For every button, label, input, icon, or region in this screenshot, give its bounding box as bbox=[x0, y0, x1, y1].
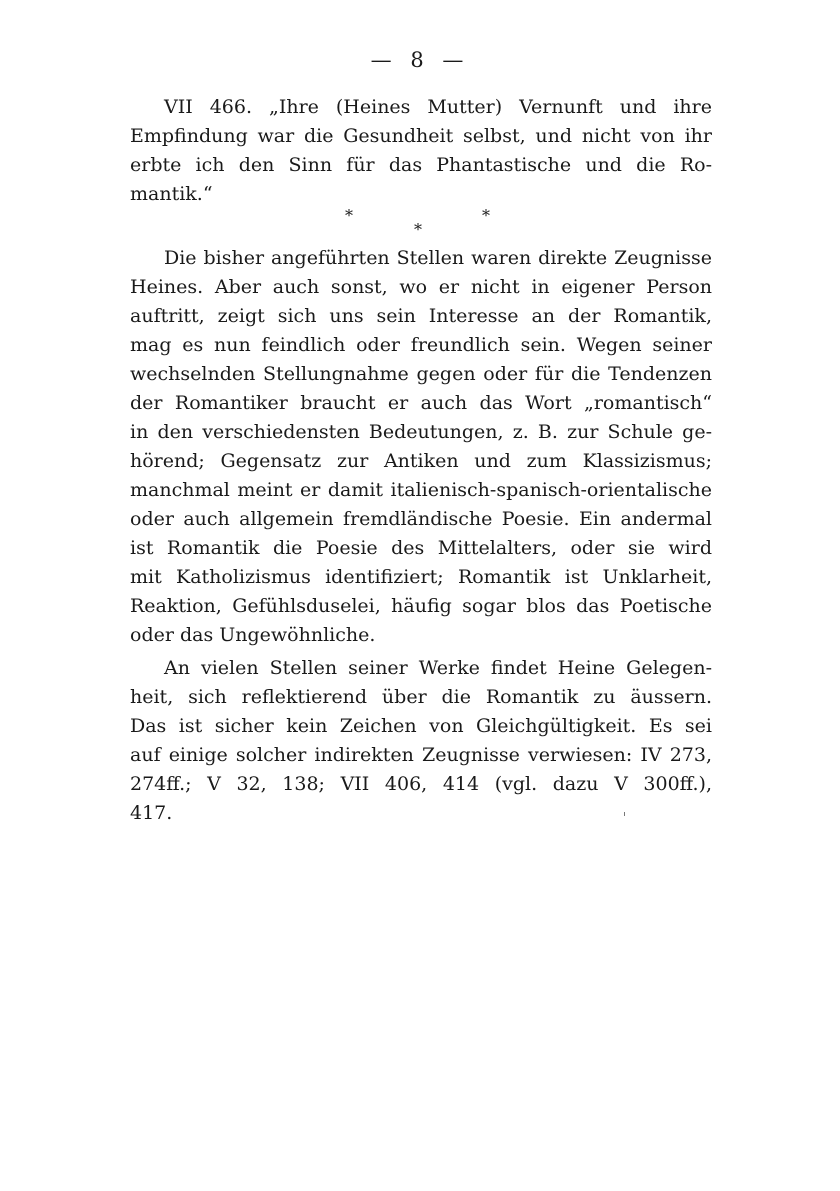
paragraph-indirect-testimonies bbox=[130, 654, 712, 828]
asterisk-ornament: * bbox=[414, 220, 422, 239]
text-line: oder auch allgemein fremdländische Poesie. Ein andermal bbox=[130, 508, 712, 530]
text-line: der Romantiker braucht er auch das Wort „romantisch“ bbox=[130, 392, 712, 414]
text-line: mantik.“ bbox=[130, 183, 213, 205]
text-line: wechselnden Stellungnahme gegen oder für die Tendenzen bbox=[130, 363, 712, 385]
text-line: Reaktion, Gefühlsduselei, häufig sogar blos das Poetische bbox=[130, 595, 712, 617]
paragraph-direct-testimonies bbox=[130, 244, 712, 650]
page-number: — 8 — bbox=[370, 48, 470, 72]
text-line: auf einige solcher indirekten Zeugnisse verwiesen: IV 273, bbox=[130, 744, 712, 766]
asterisk-ornament: * bbox=[482, 206, 490, 225]
paragraph-quote bbox=[130, 93, 712, 209]
text-line: erbte ich den Sinn für das Phantastische und die Ro- bbox=[130, 154, 712, 176]
text-line: Das ist sicher kein Zeichen von Gleichgültigkeit. Es sei bbox=[130, 715, 712, 737]
text-line: Empfindung war die Gesundheit selbst, und nicht von ihr bbox=[130, 125, 712, 147]
text-line: manchmal meint er damit italienisch-spanisch-orientalische bbox=[130, 479, 712, 501]
text-line: VII 466. „Ihre (Heines Mutter) Vernunft und ihre bbox=[164, 96, 712, 118]
text-line: Die bisher angeführten Stellen waren direkte Zeugnisse bbox=[164, 247, 712, 269]
text-line: ist Romantik die Poesie des Mittelalters, oder sie wird bbox=[130, 537, 712, 559]
text-line: hörend; Gegensatz zur Antiken und zum Klassizismus; bbox=[130, 450, 712, 472]
asterisk-ornament: * bbox=[345, 206, 353, 225]
text-line: 274ff.; V 32, 138; VII 406, 414 (vgl. dazu V 300ff.), bbox=[130, 773, 712, 795]
text-line: oder das Ungewöhnliche. bbox=[130, 624, 376, 646]
text-line: mag es nun feindlich oder freundlich sein. Wegen seiner bbox=[130, 334, 712, 356]
text-line: auftritt, zeigt sich uns sein Interesse an der Romantik, bbox=[130, 305, 712, 327]
text-line: mit Katholizismus identifiziert; Romantik ist Unklarheit, bbox=[130, 566, 712, 588]
text-line: Heines. Aber auch sonst, wo er nicht in eigener Person bbox=[130, 276, 712, 298]
text-line: An vielen Stellen seiner Werke findet Heine Gelegen- bbox=[164, 657, 712, 679]
text-line: heit, sich reflektierend über die Romantik zu äussern. bbox=[130, 686, 712, 708]
print-speck bbox=[624, 812, 625, 816]
text-line: in den verschiedensten Bedeutungen, z. B. zur Schule ge- bbox=[130, 421, 712, 443]
text-line: 417. bbox=[130, 802, 173, 824]
